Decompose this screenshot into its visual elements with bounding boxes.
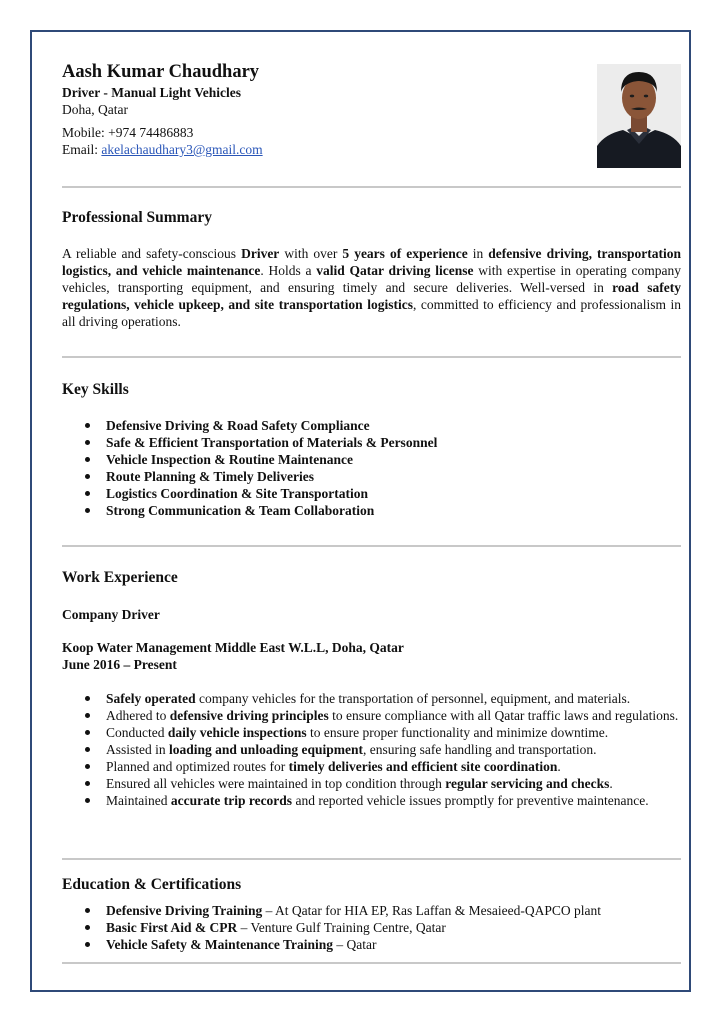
list-item: Defensive Driving Training – At Qatar for HIA EP, Ras Laffan & Mesaieed-QAPCO plant: [62, 902, 681, 919]
divider: [62, 545, 681, 547]
experience-list: [62, 690, 681, 809]
experience-heading: Work Experience: [62, 569, 178, 586]
candidate-name: Aash Kumar Chaudhary: [62, 62, 260, 82]
divider: [62, 858, 681, 860]
profile-photo: [597, 64, 681, 168]
divider: [62, 962, 681, 964]
education-heading: Education & Certifications: [62, 876, 242, 893]
role-title: Company Driver: [62, 607, 160, 622]
mobile-label: Mobile:: [62, 125, 109, 140]
employment-dates: June 2016 – Present: [62, 657, 177, 672]
education-list: [62, 902, 681, 953]
list-item: Vehicle Inspection & Routine Maintenance: [62, 451, 681, 468]
company-name: Koop Water Management Middle East W.L.L, Doha, Qatar: [62, 640, 404, 655]
mobile-number: +974 74486883: [108, 125, 194, 140]
divider: [62, 356, 681, 358]
list-item: Strong Communication & Team Collaboration: [62, 502, 681, 519]
location: Doha, Qatar: [62, 102, 128, 117]
mobile-line: [62, 124, 682, 141]
skills-list: [62, 417, 681, 519]
list-item: Vehicle Safety & Maintenance Training – Qatar: [62, 936, 681, 953]
list-item: Maintained accurate trip records and reported vehicle issues promptly for preventive maintenance.: [62, 792, 681, 809]
list-item: Adhered to defensive driving principles to ensure compliance with all Qatar traffic laws and regulations.: [62, 707, 681, 724]
list-item: Safely operated company vehicles for the transportation of personnel, equipment, and materials.: [62, 690, 681, 707]
list-item: Assisted in loading and unloading equipment, ensuring safe handling and transportation.: [62, 741, 681, 758]
list-item: Basic First Aid & CPR – Venture Gulf Training Centre, Qatar: [62, 919, 681, 936]
skills-heading: Key Skills: [62, 381, 129, 398]
list-item: Safe & Efficient Transportation of Materials & Personnel: [62, 434, 681, 451]
list-item: Route Planning & Timely Deliveries: [62, 468, 681, 485]
list-item: Logistics Coordination & Site Transportation: [62, 485, 681, 502]
divider: [62, 186, 681, 188]
summary-heading: Professional Summary: [62, 209, 212, 226]
resume-header: [62, 60, 682, 158]
list-item: Conducted daily vehicle inspections to ensure proper functionality and minimize downtime.: [62, 724, 681, 741]
list-item: Defensive Driving & Road Safety Compliance: [62, 417, 681, 434]
list-item: Planned and optimized routes for timely deliveries and efficient site coordination.: [62, 758, 681, 775]
email-label: Email:: [62, 142, 102, 157]
email-link[interactable]: akelachaudhary3@gmail.com: [101, 142, 263, 157]
list-item: Ensured all vehicles were maintained in top condition through regular servicing and checks.: [62, 775, 681, 792]
job-title: Driver - Manual Light Vehicles: [62, 85, 242, 100]
summary-paragraph: A reliable and safety-conscious Driver with over 5 years of experience in defensive driving, transportation logistics, and vehicle maintenance. Holds a valid Qatar driving license with expertise in operating company vehicles, transporting equipment, and ensuring timely and secure deliveries. Well-versed in road safety regulations, vehicle upkeep, and site transportation logistics, committed to efficiency and professionalism in all driving operations.: [62, 246, 682, 329]
portrait-image: [597, 64, 681, 168]
email-line: [62, 141, 682, 158]
